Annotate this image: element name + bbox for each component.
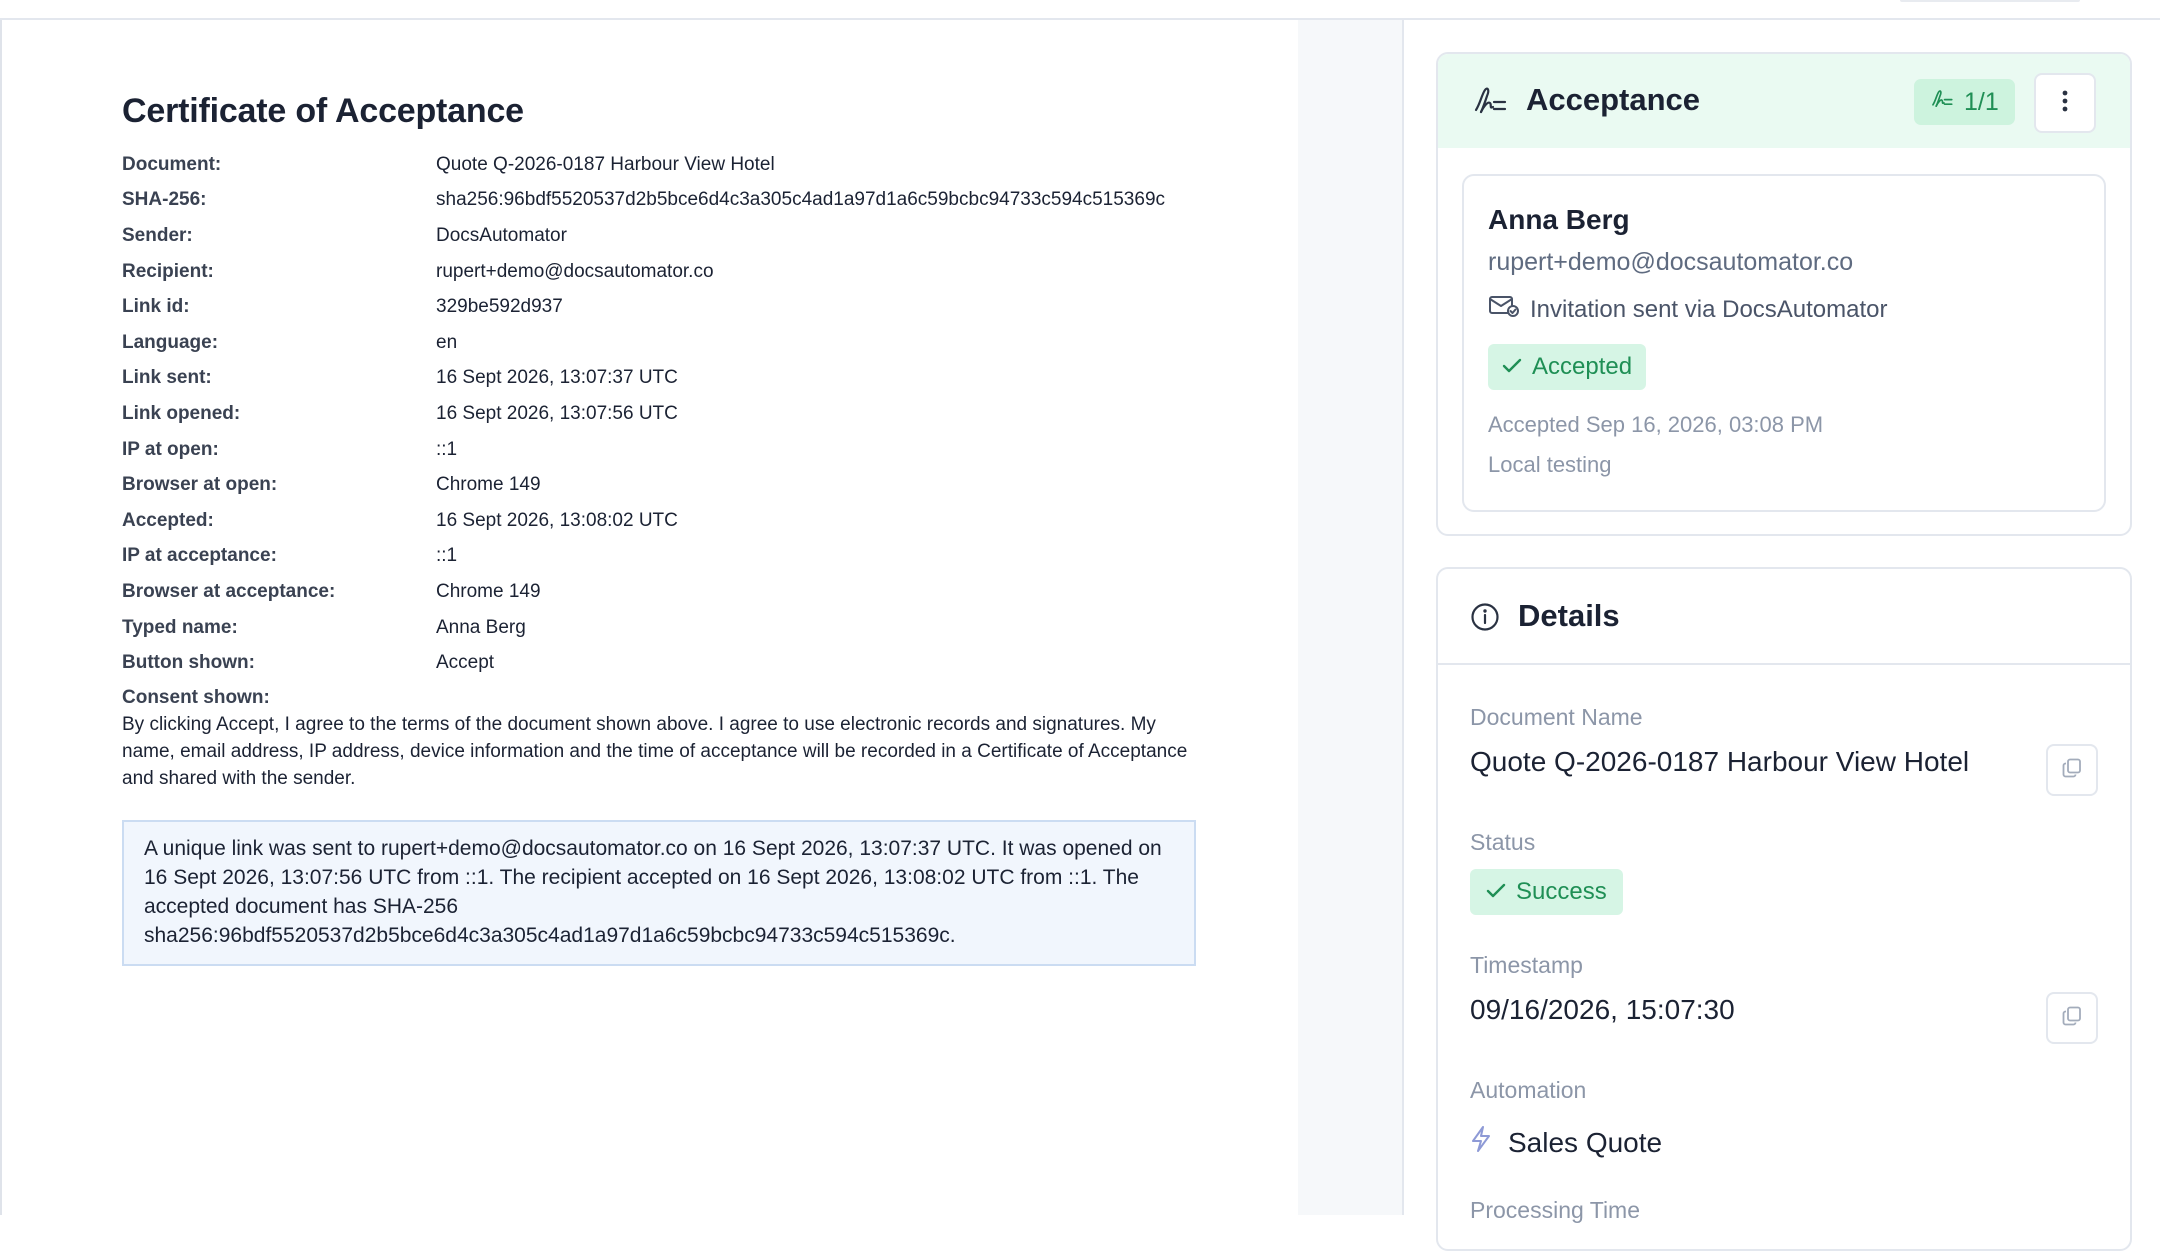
- certificate-field-row: [122, 645, 1192, 681]
- certificate-field-key: Typed name:: [122, 616, 238, 638]
- certificate-field-value: DocsAutomator: [436, 224, 567, 246]
- certificate-field-value: Accept: [436, 652, 495, 674]
- details-card-header: [1438, 569, 2130, 665]
- certificate-field-key: Link id:: [122, 296, 190, 318]
- certificate-field-value: 16 Sept 2026, 13:08:02 UTC: [436, 509, 678, 531]
- certificate-field-row: [122, 610, 1192, 646]
- signature-icon: [1472, 84, 1508, 123]
- top-bar: [0, 0, 2160, 20]
- top-bar-pill: [1900, 0, 2080, 2]
- processing-time-label: Processing Time: [1470, 1197, 1641, 1223]
- details-card: [1436, 567, 2132, 1251]
- accepted-status-text: Accepted: [1532, 353, 1633, 380]
- certificate-field-value: 16 Sept 2026, 13:07:37 UTC: [436, 367, 678, 389]
- certificate-field-key: Link sent:: [122, 367, 212, 389]
- copy-icon: [2061, 1005, 2083, 1032]
- check-icon: [1486, 878, 1506, 906]
- more-options-button[interactable]: [2034, 73, 2096, 133]
- copy-icon: [2061, 757, 2083, 784]
- accepted-note: Local testing: [1488, 452, 1612, 477]
- certificate-field-value: en: [436, 331, 458, 353]
- certificate-field-value: Quote Q-2026-0187 Harbour View Hotel: [436, 153, 775, 175]
- automation-link[interactable]: [1470, 1125, 1662, 1160]
- success-status-text: Success: [1516, 878, 1607, 905]
- acceptance-count: 1/1: [1964, 87, 1999, 116]
- certificate-field-key: Recipient:: [122, 260, 214, 282]
- consent-text: By clicking Accept, I agree to the terms of the document shown above. I agree to use electronic records and signatures. My name, email address, IP address, device information and the time of acceptance will be recorded in a Certificate of Acceptance and shared with the sender.: [122, 713, 1188, 789]
- signer-email: rupert+demo@docsautomator.co: [1488, 248, 1854, 276]
- document-name-value: Quote Q-2026-0187 Harbour View Hotel: [1470, 746, 1970, 777]
- certificate-field-row: [122, 147, 1192, 183]
- signature-small-icon: [1930, 88, 1954, 117]
- copy-document-name-button[interactable]: [2046, 744, 2098, 796]
- certificate-field-value: rupert+demo@docsautomator.co: [436, 260, 714, 282]
- certificate-field-row: [122, 361, 1192, 397]
- certificate-field-key: SHA-256:: [122, 189, 207, 211]
- check-icon: [1502, 353, 1522, 381]
- certificate-field-key: IP at open:: [122, 438, 219, 460]
- certificate-field-row: [122, 539, 1192, 575]
- document-preview-panel: [0, 20, 1300, 1215]
- certificate-field-value: Chrome 149: [436, 580, 541, 602]
- certificate-field-value: ::1: [436, 438, 458, 460]
- certificate-field-row: [122, 289, 1192, 325]
- certificate-title: Certificate of Acceptance: [122, 92, 524, 130]
- automation-value: Sales Quote: [1508, 1126, 1663, 1158]
- lightning-icon: [1470, 1125, 1492, 1160]
- certificate-field-row: [122, 325, 1192, 361]
- success-status-badge: [1470, 869, 1623, 915]
- certificate-field-row: [122, 432, 1192, 468]
- signer-name: Anna Berg: [1488, 204, 1630, 235]
- copy-timestamp-button[interactable]: [2046, 992, 2098, 1044]
- certificate-field-key: Browser at open:: [122, 474, 278, 496]
- certificate-field-row: [122, 254, 1192, 290]
- acceptance-card-header: [1438, 54, 2130, 148]
- certificate-field-row: [122, 574, 1192, 610]
- certificate-field-value: Anna Berg: [436, 616, 526, 638]
- timestamp-value: 09/16/2026, 15:07:30: [1470, 994, 1735, 1025]
- certificate-field-row: [122, 467, 1192, 503]
- certificate-field-value: 329be592d937: [436, 296, 563, 318]
- acceptance-summary: A unique link was sent to rupert+demo@docsautomator.co on 16 Sept 2026, 13:07:37 UTC. It was opened on 16 Sept 2026, 13:07:56 UTC from ::1. The recipient accepted on 16 Sept 2026, 13:08:02 UTC from ::1. The accepted document has SHA-256 sha256:96bdf5520537d2b5bce6d4c3a305c4ad1a97d1a6c59bcbc94733c594c515369c.: [122, 820, 1196, 966]
- certificate-fields: [122, 147, 1192, 681]
- details-title: Details: [1518, 598, 1620, 633]
- accepted-status-badge: [1488, 344, 1646, 390]
- certificate-field-value: sha256:96bdf5520537d2b5bce6d4c3a305c4ad1a97d1a6c59bcbc94733c594c515369c: [436, 189, 1166, 211]
- certificate-field-value: ::1: [436, 545, 458, 567]
- accepted-date: Accepted Sep 16, 2026, 03:08 PM: [1488, 412, 1824, 437]
- certificate-field-key: IP at acceptance:: [122, 545, 277, 567]
- certificate-field-row: [122, 218, 1192, 254]
- mail-check-icon: [1488, 294, 1520, 325]
- certificate-field-key: Accepted:: [122, 509, 214, 531]
- document-name-label: Document Name: [1470, 704, 1643, 730]
- consent-label: Consent shown:: [122, 686, 270, 708]
- certificate-field-row: [122, 503, 1192, 539]
- status-label: Status: [1470, 829, 1536, 855]
- certificate-field-row: [122, 396, 1192, 432]
- acceptance-count-badge: [1914, 79, 2015, 125]
- automation-label: Automation: [1470, 1077, 1587, 1103]
- panel-gutter: [1298, 20, 1404, 1215]
- more-vertical-icon: [2061, 89, 2069, 118]
- certificate-field-key: Language:: [122, 331, 219, 353]
- certificate-field-key: Sender:: [122, 224, 193, 246]
- acceptance-card: [1436, 52, 2132, 536]
- certificate-field-key: Browser at acceptance:: [122, 580, 336, 602]
- invitation-text: Invitation sent via DocsAutomator: [1530, 295, 1888, 323]
- certificate-field-value: 16 Sept 2026, 13:07:56 UTC: [436, 402, 678, 424]
- certificate-field-key: Button shown:: [122, 652, 255, 674]
- acceptance-title: Acceptance: [1526, 82, 1701, 117]
- certificate-of-acceptance: [122, 92, 1192, 966]
- signer-card: [1462, 174, 2106, 512]
- invitation-status: [1488, 294, 1888, 325]
- certificate-field-key: Link opened:: [122, 402, 241, 424]
- certificate-field-value: Chrome 149: [436, 474, 541, 496]
- certificate-field-row: [122, 183, 1192, 219]
- info-icon: [1470, 602, 1500, 637]
- certificate-field-key: Document:: [122, 153, 222, 175]
- timestamp-label: Timestamp: [1470, 952, 1583, 978]
